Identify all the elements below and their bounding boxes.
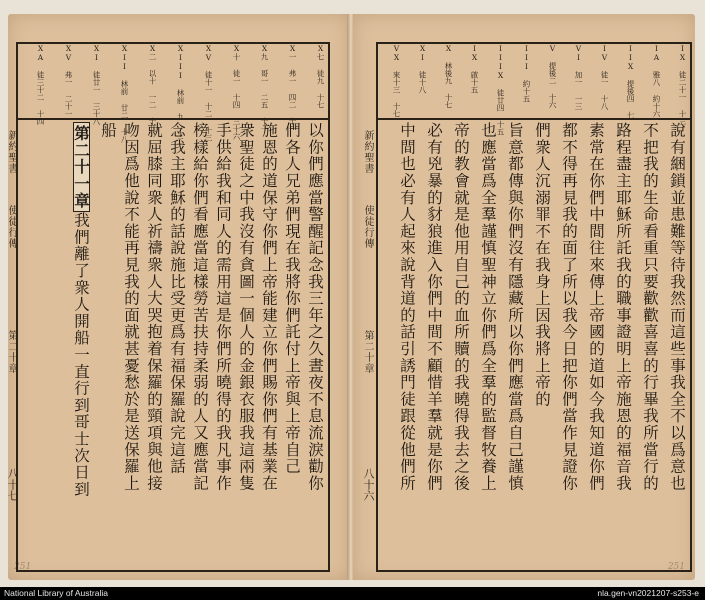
right-note: IV 徒一 十八 — [600, 44, 609, 110]
left-header-title: 新約聖書 — [6, 130, 17, 174]
right-note: IX 啟十五 — [470, 44, 479, 94]
left-note: XIII 林前 九 十二 — [176, 44, 185, 145]
left-notes-panel — [18, 44, 328, 145]
left-page-number: 八十七 — [6, 468, 19, 501]
left-note: X一 弗一 四二 十一 — [288, 44, 297, 133]
right-note: VX 來十三 十七 — [392, 44, 401, 118]
right-note: III 約十五 — [522, 44, 531, 103]
text-column: 旨意都傳與你們沒有隱藏所以你們應當爲自己謹慎 — [506, 122, 524, 492]
footer-bar — [0, 587, 705, 600]
footer-item-id: nla.gen-vn2021207-s253-e — [597, 588, 699, 598]
left-note: XV 徒十一 十二 十三 — [204, 44, 213, 142]
text-column: 素常在你們中間往來傳上帝國的道如今我知道你們 — [587, 122, 605, 492]
text-column: 帝的教會就是他用自己的血所贖的我曉得我去之後 — [452, 122, 470, 492]
left-header-chapter: 第二十章 — [6, 330, 17, 374]
left-body-text — [18, 122, 328, 570]
text-column: 必有兇暴的豺狼進入你們中間不顧惜羊羣就是你們 — [425, 122, 443, 492]
right-note: VI 加一 一三 — [574, 44, 583, 110]
text-column: 們衆人沉溺罪不在我身上因我將上帝的 — [533, 122, 551, 408]
text-column: 都不得再見我的面了所以我今日把你們當作見證你 — [560, 122, 578, 492]
text-column: 吻因爲他說不能再見我的面就甚憂愁於是送保羅上 — [122, 122, 140, 492]
right-corner-note: 251 — [667, 562, 685, 572]
text-column: 中間也必有人起來說背道的話引誘門徒跟從他們所 — [398, 122, 416, 492]
right-header-book: 使徒行傳 — [362, 205, 373, 249]
left-note: XI 徒廿一 三十八 — [92, 44, 101, 125]
right-note: XI 徒十八 — [418, 44, 427, 94]
left-note: XA 徒三十二 十四 — [36, 44, 45, 125]
right-note: X 林後九 十七 — [444, 44, 453, 109]
text-column: 榜樣給你們看應當這樣勞苦扶持柔弱的人又應當記 — [191, 122, 209, 492]
left-corner-note: 251 — [14, 562, 32, 572]
left-note: X九 哥一 二五 十一 — [260, 44, 269, 133]
left-note: X七 徒九 十七 — [316, 44, 325, 109]
text-column: 也應當爲全羣謹慎聖神立你們爲全羣的監督牧養上 — [479, 122, 497, 492]
text-column: 衆聖徒之中我沒有貪圖一個人的金銀衣服我這兩隻 — [237, 122, 255, 492]
text-column: 念我主耶穌的話說施比受更爲有福保羅說完這話 — [168, 122, 186, 475]
right-header-title: 新約聖書 — [362, 130, 373, 174]
chapter-text: 我們離了衆人開船一直行到哥士次日到 — [72, 212, 90, 498]
chapter-column — [73, 122, 91, 562]
left-note: XV 弗一 二十一 — [64, 44, 73, 118]
text-column: 路程盡主耶穌所託我的職事證明上帝施恩的福音我 — [614, 122, 632, 492]
right-note: V 提後二 十六 — [548, 44, 557, 109]
right-note: IX 徒二十一 十三 — [678, 44, 687, 125]
left-header-book: 使徒行傳 — [6, 205, 17, 249]
right-body-text — [378, 122, 690, 570]
right-note: IIIX 徒廿四 十五 — [496, 44, 505, 136]
left-text-frame — [16, 42, 330, 572]
left-note: X十 徒一 十四 三十六 — [232, 44, 241, 140]
right-note: IA 雅八 約十六 — [652, 44, 661, 118]
left-note: X二 以十 一二 十九 — [148, 44, 157, 133]
footer-library-name: National Library of Australia — [4, 588, 108, 598]
text-column: 們各人兄弟們現在我將你們託付上帝與上帝自己 — [283, 122, 301, 475]
text-column: 說有綑鎖並患難等待我然而這些事我全不以爲意也 — [668, 122, 686, 492]
right-notes-panel — [378, 44, 690, 136]
text-column: 船 — [99, 122, 117, 139]
text-column: 施恩的道保守你們上帝能建立你們賜你們有基業在 — [260, 122, 278, 492]
right-note: IIX 提後四 七 — [626, 44, 635, 119]
text-column: 就屈膝同衆人祈禱衆人大哭抱着保羅的頸項與他接 — [145, 122, 163, 492]
chapter-heading: 第二十一章 — [73, 122, 91, 212]
left-note: XII 林前 廿二 十八 — [120, 44, 129, 143]
right-header-chapter: 第二十章 — [362, 330, 373, 374]
text-column: 不把我的生命看重只要歡歡喜喜的行畢我所當行的 — [641, 122, 659, 492]
text-column: 手供給我和同人的需用這是你們所曉得的我凡事作 — [214, 122, 232, 492]
right-text-frame — [376, 42, 692, 572]
text-column: 以你們應當警醒記念我三年之久晝夜不息流淚勸你 — [306, 122, 324, 492]
right-page-number: 八十六 — [362, 468, 375, 501]
